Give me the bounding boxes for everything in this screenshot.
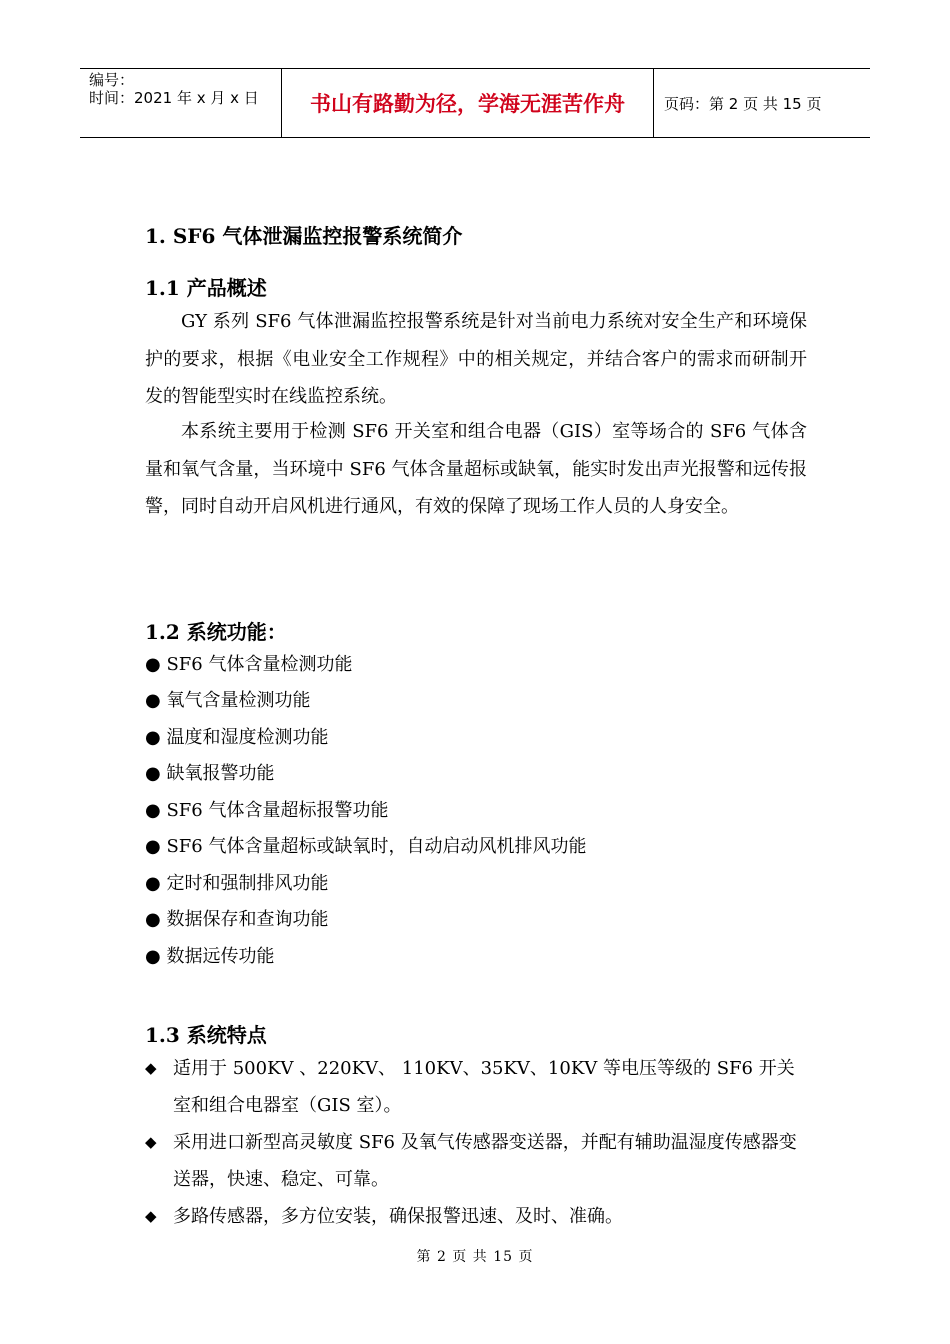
feature-item: ◆ 多路传感器，多方位安装，确保报警迅速、及时、准确。 bbox=[145, 1198, 807, 1235]
list-item: ● 氧气含量检测功能 bbox=[145, 690, 311, 711]
page-header bbox=[80, 68, 870, 138]
subsection-title-1-2: 1.2 系统功能： bbox=[145, 620, 287, 644]
bullet-icon: ● bbox=[145, 763, 161, 784]
diamond-bullet-icon: ◆ bbox=[145, 1207, 157, 1225]
bullet-icon: ● bbox=[145, 946, 161, 967]
list-item: ● 温度和湿度检测功能 bbox=[145, 727, 329, 748]
feature-item: ◆ 适用于 500KV 、220KV、 110KV、35KV、10KV 等电压等级的 SF6 开关室和组合电器室（GIS 室）。 bbox=[145, 1050, 807, 1124]
subsection-title-1-1: 1.1 产品概述 bbox=[145, 276, 267, 300]
bullet-icon: ● bbox=[145, 909, 161, 930]
list-item: ● 数据远传功能 bbox=[145, 946, 275, 967]
bullet-icon: ● bbox=[145, 727, 161, 748]
feature-item: ◆ 采用进口新型高灵敏度 SF6 及氧气传感器变送器，并配有辅助温湿度传感器变送器，快速、稳定、可靠。 bbox=[145, 1124, 807, 1198]
header-info-cell bbox=[80, 69, 282, 137]
overview-paragraph-2: 本系统主要用于检测 SF6 开关室和组合电器（GIS）室等场合的 SF6 气体含量和氧气含量，当环境中 SF6 气体含量超标或缺氧，能实时发出声光报警和远传报警，同时自动开启风机进行通风，有效的保障了现场工作人员的人身安全。 bbox=[145, 421, 807, 517]
diamond-bullet-icon: ◆ bbox=[145, 1133, 157, 1151]
section-title: 1. SF6 气体泄漏监控报警系统简介 bbox=[145, 224, 463, 248]
list-item: ● 缺氧报警功能 bbox=[145, 763, 275, 784]
list-item: ● SF6 气体含量超标报警功能 bbox=[145, 800, 389, 821]
list-item: ● 数据保存和查询功能 bbox=[145, 909, 329, 930]
page-footer: 第 2 页 共 15 页 bbox=[416, 1249, 534, 1265]
header-page-number: 页码：第 2 页 共 15 页 bbox=[664, 94, 822, 113]
bullet-icon: ● bbox=[145, 654, 161, 675]
list-item: ● 定时和强制排风功能 bbox=[145, 873, 329, 894]
diamond-bullet-icon: ◆ bbox=[145, 1059, 157, 1077]
header-date: 时间：2021 年 x 月 x 日 bbox=[89, 89, 259, 107]
bullet-icon: ● bbox=[145, 836, 161, 857]
subsection-title-1-3: 1.3 系统特点 bbox=[145, 1023, 267, 1047]
overview-paragraph-1: GY 系列 SF6 气体泄漏监控报警系统是针对当前电力系统对安全生产和环境保护的要求，根据《电业安全工作规程》中的相关规定，并结合客户的需求而研制开发的智能型实时在线监控系统。 bbox=[145, 311, 807, 407]
bullet-icon: ● bbox=[145, 800, 161, 821]
header-motto: 书山有路勤为径，学海无涯苦作舟 bbox=[282, 69, 654, 137]
list-item: ● SF6 气体含量超标或缺氧时，自动启动风机排风功能 bbox=[145, 836, 587, 857]
header-number: 编号： bbox=[89, 71, 135, 89]
list-item: ● SF6 气体含量检测功能 bbox=[145, 654, 353, 675]
bullet-icon: ● bbox=[145, 690, 161, 711]
bullet-icon: ● bbox=[145, 873, 161, 894]
